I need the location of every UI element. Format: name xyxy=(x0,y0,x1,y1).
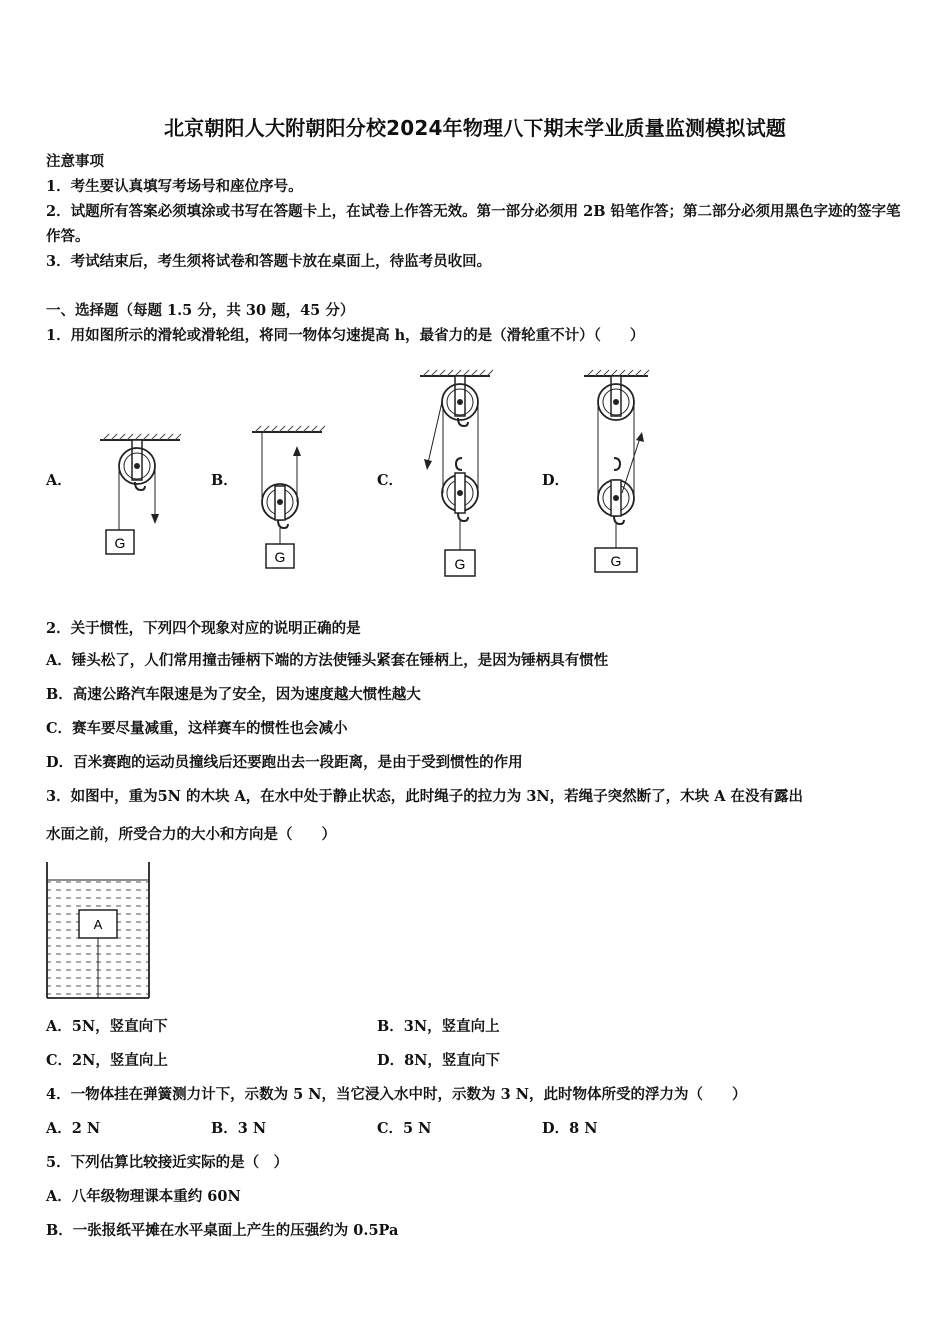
weight-label-b: G xyxy=(274,549,286,565)
weight-label-c: G xyxy=(454,556,466,572)
q3-stem-line1: 3．如图中，重为5N 的木块 A，在水中处于静止状态，此时绳子的拉力为 3N，若绳子突然断了，木块 A 在没有露出 xyxy=(46,788,804,805)
q5-option-b: B．一张报纸平摊在水平桌面上产生的压强约为 0.5Pa xyxy=(46,1222,399,1239)
q5-stem: 5．下列估算比较接近实际的是（ ） xyxy=(46,1154,289,1171)
q2-stem: 2．关于惯性，下列四个现象对应的说明正确的是 xyxy=(46,620,361,637)
q4-stem: 4．一物体挂在弹簧测力计下，示数为 5 N，当它浸入水中时，示数为 3 N，此时物体所受的浮力为（ ） xyxy=(46,1086,747,1103)
q2-option-c: C．赛车要尽量减重，这样赛车的惯性也会减小 xyxy=(46,720,348,737)
q2-option-d: D．百米赛跑的运动员撞线后还要跑出去一段距离，是由于受到惯性的作用 xyxy=(46,754,523,771)
q5-option-a: A．八年级物理课本重约 60N xyxy=(46,1188,241,1205)
q2-option-b: B．高速公路汽车限速是为了安全，因为速度越大惯性越大 xyxy=(46,686,421,703)
q4-option-a: A．2 N xyxy=(46,1120,101,1137)
q1-option-a: A． xyxy=(46,472,72,489)
pulley-figure-c xyxy=(418,368,498,583)
weight-label-d: G xyxy=(610,553,622,569)
notice-item-2: 2．试题所有答案必须填涂或书写在答题卡上，在试卷上作答无效。第一部分必须用 2B 铅笔作答；第二部分必须用黑色字迹的签字笔作答。 xyxy=(46,203,901,245)
q3-stem-line2: 水面之前，所受合力的大小和方向是（ ） xyxy=(46,826,336,843)
q3-option-c: C．2N，竖直向上 xyxy=(46,1052,168,1069)
q3-option-d: D．8N，竖直向下 xyxy=(377,1052,500,1069)
q4-option-b: B．3 N xyxy=(211,1120,267,1137)
pulley-figure-a xyxy=(95,430,190,565)
pulley-figure-d xyxy=(582,368,662,578)
q3-option-b: B．3N，竖直向上 xyxy=(377,1018,500,1035)
notice-heading: 注意事项 xyxy=(46,153,104,170)
q1-option-b: B． xyxy=(211,472,238,489)
weight-label-a: G xyxy=(114,535,126,551)
pulley-figure-b xyxy=(250,422,330,577)
q1-stem: 1．用如图所示的滑轮或滑轮组，将同一物体匀速提高 h，最省力的是（滑轮重不计）（ ） xyxy=(46,327,645,344)
q4-option-d: D．8 N xyxy=(542,1120,598,1137)
q2-option-a: A．锤头松了，人们常用撞击锤柄下端的方法使锤头紧套在锤柄上，是因为锤柄具有惯性 xyxy=(46,652,609,669)
q1-option-c: C． xyxy=(377,472,404,489)
section-heading: 一、选择题（每题 1.5 分，共 30 题，45 分） xyxy=(46,302,355,319)
q4-option-c: C．5 N xyxy=(377,1120,432,1137)
page-title: 北京朝阳人大附朝阳分校2024年物理八下期末学业质量监测模拟试题 xyxy=(163,116,787,140)
water-tank-figure xyxy=(45,862,153,1004)
q1-option-d: D． xyxy=(542,472,570,489)
notice-item-1: 1．考生要认真填写考场号和座位序号。 xyxy=(46,178,303,195)
notice-item-3: 3．考试结束后，考生须将试卷和答题卡放在桌面上，待监考员收回。 xyxy=(46,253,492,270)
q3-option-a: A．5N，竖直向下 xyxy=(46,1018,168,1035)
block-label: A xyxy=(93,917,103,932)
